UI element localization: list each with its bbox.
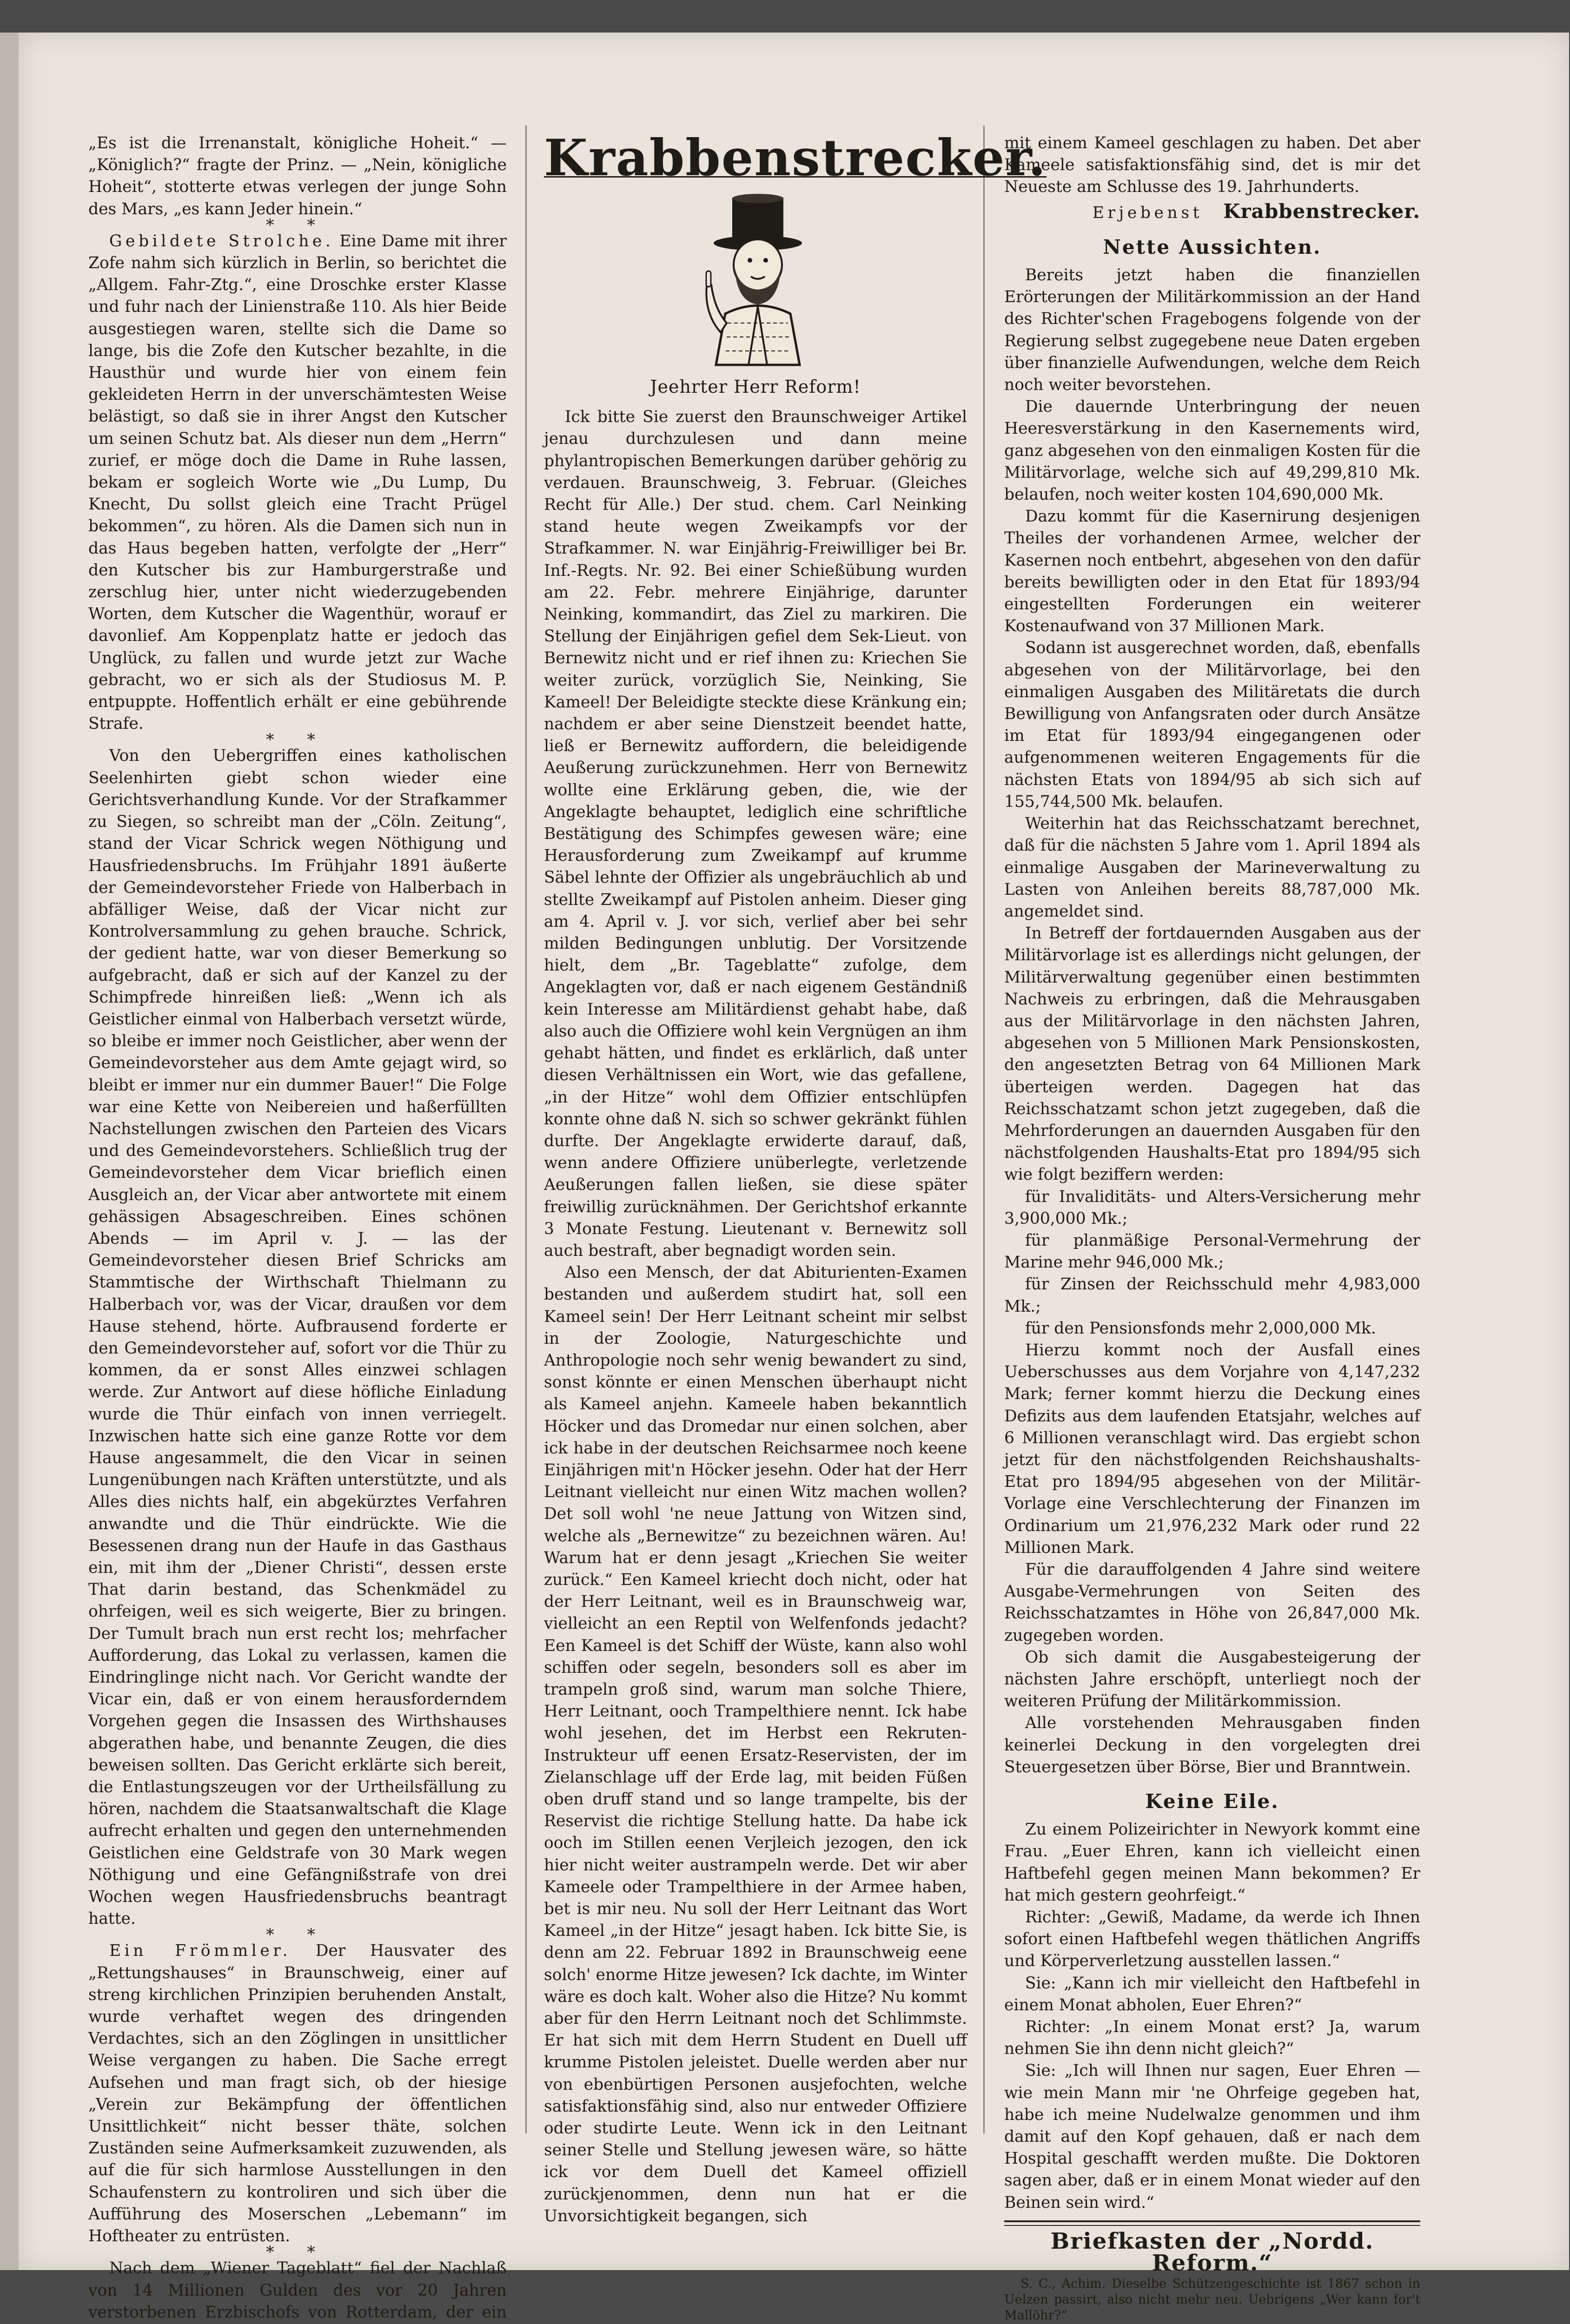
paragraph-eile-4: Richter: „In einem Monat erst? Ja, warum nehmen Sie ihn denn nicht gleich?“	[1004, 2018, 1420, 2059]
paragraph-anecdote-prince: „Es ist die Irrenanstalt, königliche Hoheit.“ — „Königlich?“ fragte der Prinz. — „Nein, königliche Hoheit“, stotterte etwas verlegen der junge Sohn des Mars, „es kann Jeder hinein.“	[88, 134, 507, 218]
paragraph-finance-6: In Betreff der fortdauernden Ausgaben aus der Militärvorlage ist es allerdings nicht gelungen, der Militärverwaltung gegenüber einen bestimmten Nachweis zu erbringen, daß die Mehrausgaben aus der Militärvorlage in den nächsten Jahren, abgesehen von 5 Millionen Mark Pensionskosten, den angesetzten Betrag von 64 Millionen Mark überteigen werden. Dagegen hat das Reichsschatzamt schon jetzt zugegeben, daß die Mehrforderungen an dauernden Ausgaben für den nächstfolgenden Haushalts-Etat pro 1894/95 sich wie folgt beziffern werden:	[1004, 924, 1420, 1184]
paragraph-finance-5: Weiterhin hat das Reichsschatzamt berechnet, daß für die nächsten 5 Jahre vom 1. April 1894 als einmalige Ausgaben der Marineverwaltung zu Lasten von Anleihen bereits 88,787,000 Mk. angemeldet sind.	[1004, 814, 1420, 921]
newspaper-page	[19, 33, 1569, 2323]
paragraph-eile-1: Zu einem Polizeirichter in Newyork kommt eine Frau. „Euer Ehren, kann ich vielleicht einen Haftbefehl gegen meinen Mann bekommen? Er hat mich gestern geohrfeigt.“	[1004, 1820, 1420, 1905]
paragraph-eile-2: Richter: „Gewiß, Madame, da werde ich Ihnen sofort einen Haftbefehl wegen thätlichen Angriffs und Körperverletzung ausstellen lassen.“	[1004, 1908, 1420, 1971]
briefkasten-title: Briefkasten der „Nordd. Reform.“	[1050, 2228, 1374, 2277]
column-2	[544, 129, 1047, 2225]
krabbenstrecker-portrait-illustration	[672, 193, 839, 365]
headline-keine-eile: Keine Eile.	[1145, 1790, 1279, 1813]
list-item-personal-marine: für planmäßige Personal-Vermehrung der Marine mehr 946,000 Mk.;	[1004, 1231, 1420, 1272]
paragraph-froemmler	[88, 1940, 507, 2247]
briefkasten-text: S. C., Achim. Dieselbe Schützengeschichte ist 1867 schon in Uelzen passirt, also nicht mehr neu. Uebrigens „Wer kann for't Mallöhr?“	[1004, 2277, 1420, 2323]
adjacent-page-edge	[0, 33, 20, 2270]
list-item-zinsen: für Zinsen der Reichsschuld mehr 4,983,000 Mk.;	[1004, 1275, 1420, 1316]
briefkasten-rule	[1004, 2220, 1420, 2226]
separator-stars: * *	[266, 2243, 329, 2262]
column-3	[1004, 132, 1420, 2323]
paragraph-gebildete-strolche	[88, 231, 507, 735]
list-item-pensionsfonds: für den Pensionsfonds mehr 2,000,000 Mk.	[1025, 1319, 1376, 1338]
body-gebildete-strolche: Eine Dame mit ihrer Zofe nahm sich kürzlich in Berlin, so berichtet die „Allgem. Fahr-Ztg.“, eine Droschke erster Klasse und fuhr nach der Linienstraße 110. Als hier Beide ausgestiegen waren, stellte sich die Dame so lange, bis die Zofe den Kutscher bezahlte, in die Hausthür und wurde hier von einem fein gekleideten Herrn in der unverschämtesten Weise belästigt, so daß sie in ihrer Angst den Kutscher um seinen Schutz bat. Als dieser nun dem „Herrn“ zurief, er möge doch die Dame in Ruhe lassen, bekam er sogleich Worte wie „Du Lump, Du Knecht, Du sollst gleich eine Tracht Prügel bekommen“, zu hören. Als die Damen sich nun in das Haus begeben hatten, verfolgte der „Herr“ den Kutscher bis zur Hamburgerstraße und zerschlug hier, unter nicht wiederzugebenden Worten, dem Kutscher die Wagenthür, worauf er davonlief. Am Koppenplatz hatte er jedoch das Unglück, zu fallen und wurde jetzt zur Wache gebracht, wo er sich als der Studiosus M. P. entpuppte. Hoffentlich erhält er eine gebührende Strafe.	[88, 231, 507, 733]
paragraph-finance-7: Hierzu kommt noch der Ausfall eines Ueberschusses aus dem Vorjahre von 4,147,232 Mark; ferner kommt hierzu die Deckung eines Defizits aus dem laufenden Etatsjahr, welches auf 6 Millionen veranschlagt wird. Das ergiebt schon jetzt für den nächstfolgenden Reichshaushalts-Etat pro 1894/95 abgesehen von der Militär-Vorlage eine Verschlechterung der Finanzen im Ordinarium um 21,976,232 Mark oder rund 22 Millionen Mark.	[1004, 1340, 1420, 1557]
column-rule-1	[525, 125, 527, 2133]
paragraph-erzbischof-nachlass: Nach dem „Wiener Tageblatt“ fiel der Nachlaß von 14 Millionen Gulden des vor 20 Jahren verstorbenen Erzbischofs von Rotterdam, der ein	[88, 2259, 507, 2322]
paragraph-braunschweig-duel-report: Ick bitte Sie zuerst den Braunschweiger Artikel jenau durchzulesen und dann meine phylantropischen Bemerkungen darüber gehörig zu verdauen. Braunschweig, 3. Februar. (Gleiches Recht für Alle.) Der stud. chem. Carl Neinking stand heute wegen Zweikampfs vor der Strafkammer. N. war Einjährig-Freiwilliger bei Br. Inf.-Regts. Nr. 92. Bei einer Schießübung wurden am 22. Febr. mehrere Einjährige, darunter Neinking, kommandirt, das Ziel zu markiren. Die Stellung der Einjährigen gefiel dem Sek-Lieut. von Bernewitz nicht und er rief ihnen zu: Kriechen Sie weiter zurück, vorzüglich Sie, Neinking, Sie Kameel! Der Beleidigte steckte diese Kränkung ein; nachdem er aber seine Dienstzeit beendet hatte, ließ er Bernewitz auffordern, die beleidigende Aeußerung zurückzunehmen. Herr von Bernewitz wollte eine Erklärung geben, die, wie der Angeklagte behauptet, lediglich eine schriftliche Bestätigung des Schimpfes gewesen wäre; eine Herausforderung zum Zweikampf auf krumme Säbel lehnte der Offizier als ungebräuchlich ab und stellte Zweikampf auf Pistolen anheim. Dieser ging am 4. April v. J. vor sich, verlief aber bei sehr milden Bedingungen unblutig. Der Vorsitzende hielt, dem „Br. Tageblatte“ zufolge, dem Angeklagten vor, daß er nach eigenem Geständniß kein Interesse am Militärdienst gehabt habe, daß also auch die Offiziere wohl kein Vergnügen an ihm gehabt hätten, und findet es erklärlich, daß unter diesen Verhältnissen ein Wort, wie das gefallene, „in der Hitze“ wohl dem Offizier entschlüpfen konnte ohne daß N. sich so schwer gekränkt fühlen durfte. Der Angeklagte erwiderte darauf, daß, wenn andere Offiziere unüberlegte, verletzende Aeußerungen fallen ließen, sie diese später freiwillig zurücknähmen. Der Gerichtshof erkannte 3 Monate Festung. Lieutenant v. Bernewitz soll auch bestraft, aber begnadigt worden sein.	[544, 408, 967, 1260]
paragraph-finance-9: Ob sich damit die Ausgabesteigerung der nächsten Jahre erschöpft, unterliegt noch der weiteren Prüfung der Militärkommission.	[1004, 1648, 1420, 1711]
lead-gebildete-strolche: Gebildete Strolche.	[109, 231, 334, 251]
list-item-invaliditaet: für Invaliditäts- und Alters-Versicherung mehr 3,900,000 Mk.;	[1004, 1187, 1420, 1228]
paragraph-eile-3: Sie: „Kann ich mir vielleicht den Haftbefehl in einem Monat abholen, Euer Ehren?“	[1004, 1974, 1420, 2014]
separator-stars: * *	[266, 1926, 329, 1945]
lead-froemmler: Ein Frömmler.	[109, 1941, 291, 1961]
masthead-krabbenstrecker: Krabbenstrecker.	[544, 129, 1047, 187]
paragraph-finance-8: Für die darauffolgenden 4 Jahre sind weitere Ausgabe-Vermehrungen von Seiten des Reichsschatzamtes in Höhe von 26,847,000 Mk. zugegeben worden.	[1004, 1560, 1420, 1645]
paragraph-krabbenstrecker-commentary: Also een Mensch, der dat Abiturienten-Examen bestanden und außerdem studirt hat, soll een Kameel sein! Der Herr Leitnant scheint mir selbst in der Zoologie, Naturgeschichte und Anthropologie noch sehr wenig bewandert zu sind, sonst könnte er einen Menschen überhaupt nicht als Kameel anjehn. Kameele haben bekanntlich Höcker und das Dromedar nur einen solchen, aber ick habe in der deutschen Reichsarmee noch keene Einjährigen mit'n Höcker jesehn. Oder hat der Herr Leitnant vielleicht nur einen Witz machen wollen? Det soll wohl 'ne neue Jattung von Witzen sind, welche als „Bernewitze“ zu bezeichnen wären. Au! Warum hat er denn jesagt „Kriechen Sie weiter zurück.“ Een Kameel kriecht doch nicht, oder hat der Herr Leitnant, weil es in Braunschweig war, vielleicht an een Reptil von Welfenfonds jedacht? Een Kameel is det Schiff der Wüste, kann also wohl schiffen oder segeln, besonders soll es aber im trampeln groß sind, warum man solche Thiere, Herr Leitnant, ooch Trampelthiere nennt. Ick habe wohl jesehen, det im Herbst een Rekruten-Instrukteur uff eenen Ersatz-Reservisten, der im Zielanschlage uff der Erde lag, mit beiden Füßen oben druff stand und so lange trampelte, bis der Reservist die richtige Stellung hatte. Da habe ick ooch im Stillen eenen Verjleich jezogen, den ick hier nicht weiter austrampeln werde. Det wir aber Kameele oder Trampelthiere in der Armee haben, bet is mir neu. Nu soll der Herr Leitnant das Wort Kameel „in der Hitze“ jesagt haben. Ick bitte Sie, is denn am 22. Februar 1892 in Braunschweig eene solch' enorme Hitze jewesen? Ick dachte, im Winter wäre es doch kalt. Woher also die Hitze? Nu kommt aber für den Herrn Leitnant noch det Schlimmste. Er hat sich mit dem Herrn Student en Duell uff krumme Pistolen jeleistet. Duelle werden aber nur von ebenbürtigen Personen ausjefochten, welche satisfaktionsfähig sind, also nur entweder Offiziere oder studirte Leute. Wenn ick in den Leitnant seiner Stelle und Stellung jewesen wäre, so hätte ick vor dem Duell det Kameel offiziell zurückjenommen, denn nun hat er die Unvorsichtigkeit begangen, sich	[544, 1263, 967, 2225]
salutation: Jeehrter Herr Reform!	[650, 376, 861, 397]
signature-line	[1004, 200, 1420, 224]
signature-name: Krabbenstrecker.	[1223, 199, 1420, 223]
paragraph-finance-2: Die dauernde Unterbringung der neuen Heeresverstärkung in den Kasernements wird, ganz abgesehen von den einmaligen Kosten für die Militärvorlage, welche sich auf 49,299,810 Mk. belaufen, noch weiter kosten 104,690,000 Mk.	[1004, 397, 1420, 504]
column-1	[88, 132, 507, 2322]
separator-stars: * *	[266, 216, 329, 235]
signature-prefix: Erjebenst	[1092, 203, 1203, 222]
body-froemmler: Der Hausvater des „Rettungshauses“ in Braunschweig, einer auf streng kirchlichen Prinzipien beruhenden Anstalt, wurde verhaftet wegen des dringenden Verdachtes, sich an den Zöglingen in unsittlicher Weise vergangen zu haben. Die Sache erregt Aufsehen und man fragt sich, ob der hiesige „Verein zur Bekämpfung der öffentlichen Unsittlichkeit“ nicht besser thäte, solchen Zuständen seine Aufmerksamkeit zuzuwenden, als auf die für sich harmlose Ausstellungen in den Schaufenstern zu kontroliren und sich über die Aufführung des Moserschen „Lebemann“ im Hoftheater zu entrüsten.	[88, 1941, 507, 2246]
paragraph-vicar-schrick: Von den Uebergriffen eines katholischen Seelenhirten giebt schon wieder eine Gerichtsverhandlung Kunde. Vor der Strafkammer zu Siegen, so schreibt man der „Cöln. Zeitung“, stand der Vicar Schrick wegen Nöthigung und Hausfriedensbruchs. Im Frühjahr 1891 äußerte der Gemeindevorsteher Friede von Halberbach in abfälliger Weise, daß der Vicar nicht zur Kontrolversammlung zu gehen brauche. Schrick, der gedient hatte, war von dieser Bemerkung so aufgebracht, daß er sich auf der Kanzel zu der Schimpfrede hinreißen ließ: „Wenn ich als Geistlicher einmal von Halberbach versetzt würde, so bleibe er immer noch Geistlicher, aber wenn der Gemeindevorsteher aus dem Amte gejagt wird, so bleibt er immer nur ein dummer Bauer!“ Die Folge war eine Kette von Neibereien und haßerfüllten Nachstellungen zwischen den Parteien des Vicars und des Gemeindevorstehers. Schließlich trug der Gemeindevorsteher dem Vicar brieflich einen Ausgleich an, der Vicar aber antwortete mit einem gehässigen Absageschreiben. Eines schönen Abends — im April v. J. — las der Gemeindevorsteher diesen Brief Schricks am Stammtische der Wirthschaft Thielmann zu Halberbach vor, was der Vicar, draußen vor dem Hause stehend, hörte. Aufbrausend forderte er den Gemeindevorsteher auf, sofort vor die Thür zu kommen, da er sonst Alles einzwei schlagen werde. Zur Antwort auf diese höfliche Einladung wurde die Thür einfach von innen verriegelt. Inzwischen hatte sich eine ganze Rotte vor dem Hause angesammelt, die den Vicar in seinen Lungenübungen nach Kräften unterstützte, und als Alles dies nichts half, ein abgekürztes Verfahren anwandte und die Thür eindrückte. Wie die Besessenen drang nun der Haufe in das Gasthaus ein, mit ihm der „Diener Christi“, dessen erste That darin bestand, das Schenkmädel zu ohrfeigen, weil es sich weigerte, Bier zu bringen. Der Tumult brach nun erst recht los; mehrfacher Aufforderung, das Lokal zu verlassen, kamen die Eindringlinge nicht nach. Vor Gericht wandte der Vicar ein, daß er von einem herausforderndem Vorgehen gegen die Insassen des Wirthshauses abgerathen habe, und benannte Zeugen, die dies beweisen sollten. Das Gericht erklärte sich bereit, die Entlastungszeugen vor der Urtheilsfällung zu hören, nachdem die Staatsanwaltschaft die Klage aufrecht erhalten und gegen den unternehmenden Geistlichen eine Geldstrafe von 30 Mark wegen Nöthigung und eine Gefängnißstrafe von drei Wochen wegen Hausfriedensbruchs beantragt hatte.	[88, 746, 507, 1928]
paragraph-finance-4: Sodann ist ausgerechnet worden, daß, ebenfalls abgesehen von der Militärvorlage, bei den einmaligen Ausgaben des Militäretats die durch Bewilligung von Anfangsraten oder durch Ansätze im Etat für 1893/94 eingegangenen oder aufgenommenen weiteren Engagements für die nächsten Etats von 1894/95 ab sich sich auf 155,744,500 Mk. belaufen.	[1004, 639, 1420, 811]
paragraph-commentary-end: mit einem Kameel geschlagen zu haben. Det aber Kameele satisfaktionsfähig sind, det is mir det Neueste am Schlusse des 19. Jahrhunderts.	[1004, 134, 1420, 197]
paragraph-finance-10: Alle vorstehenden Mehrausgaben finden keinerlei Deckung in den vorgelegten drei Steuergesetzen über Börse, Bier und Branntwein.	[1004, 1714, 1420, 1776]
headline-nette-aussichten: Nette Aussichten.	[1103, 235, 1322, 258]
column-rule-2	[983, 125, 985, 2133]
paragraph-finance-1: Bereits jetzt haben die finanziellen Erörterungen der Militärkommission an der Hand des Richter'schen Fragebogens folgende von der Regierung selbst zugegebene neue Daten ergeben über finanzielle Aufwendungen, welche dem Reich noch weiter bevorstehen.	[1004, 266, 1420, 395]
paragraph-finance-3: Dazu kommt für die Kasernirung desjenigen Theiles der vorhandenen Armee, welcher der Kasernen noch entbehrt, abgesehen von den dafür bereits bewilligten oder in den Etat für 1893/94 eingestellten Forderungen ein weiterer Kostenaufwand von 37 Millionen Mark.	[1004, 507, 1420, 636]
separator-stars: * *	[266, 731, 329, 750]
paragraph-eile-5: Sie: „Ich will Ihnen nur sagen, Euer Ehren — wie mein Mann mir 'ne Ohrfeige gegeben hat, habe ich meine Nudelwalze genommen und ihm damit auf den Kopf gehauen, daß er nach dem Hospital geschafft werden mußte. Die Doktoren sagen aber, daß er in einem Monat wieder auf den Beinen sein wird.“	[1004, 2061, 1420, 2212]
